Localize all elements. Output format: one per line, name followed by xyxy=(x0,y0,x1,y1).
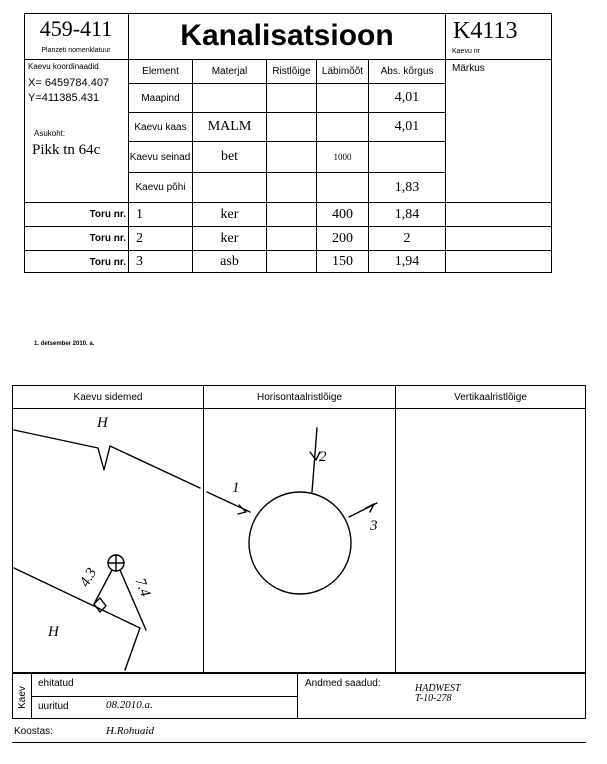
author-label: Koostas: xyxy=(14,726,53,737)
well-number: K4113 xyxy=(453,17,518,44)
mark-pipe-2: 2 xyxy=(319,449,327,465)
address-value: Pikk tn 64c xyxy=(32,142,101,158)
date-note: 1. detsember 2010. a. xyxy=(34,341,95,347)
mark-pipe-1: 1 xyxy=(232,480,240,496)
mark-h-bottom: H xyxy=(48,624,59,640)
well-number-label: Kaevu nr xyxy=(452,48,481,55)
mark-h-top: H xyxy=(97,415,108,431)
surveyed-label: uuritud xyxy=(38,701,69,712)
source-label: Andmed saadud: xyxy=(305,678,381,689)
page-title: Kanalisatsioon xyxy=(180,19,394,52)
nomenclature-label: Planzeti nomenklatuur xyxy=(41,46,111,54)
notes-label: Märkus xyxy=(452,63,485,74)
col-header-element: Element xyxy=(142,65,179,77)
mark-distance-left: 4.3 xyxy=(76,565,101,590)
y-coordinate: Y=411385.431 xyxy=(28,92,100,104)
author-value: H.Rohuaid xyxy=(106,725,154,737)
manhole-circle-icon xyxy=(249,492,351,594)
building-outline-bottom xyxy=(14,568,140,670)
sketch-col-vertical: Vertikaalristlõige xyxy=(454,391,527,403)
sketch-col-links: Kaevu sidemed xyxy=(73,391,143,403)
nomenclature-value: 459-411 xyxy=(39,16,113,41)
coords-label: Kaevu koordinaadid xyxy=(28,62,99,71)
building-outline-top xyxy=(14,430,200,488)
x-coordinate: X= 6459784.407 xyxy=(28,77,110,89)
source-value-1: HADWEST xyxy=(415,683,461,694)
footer-side-label: Kaev xyxy=(16,685,28,709)
built-label: ehitatud xyxy=(38,678,74,689)
source-value-2: T-10-278 xyxy=(415,693,452,704)
col-header-diameter: Läbimõõt xyxy=(321,65,364,77)
mark-pipe-3: 3 xyxy=(370,518,378,534)
col-header-section: Ristlõige xyxy=(272,65,311,77)
col-header-height: Abs. kõrgus xyxy=(380,65,434,77)
sketch-col-horizontal: Horisontaalristlõige xyxy=(256,391,343,403)
surveyed-value: 08.2010.a. xyxy=(106,699,153,711)
address-label: Asukoht: xyxy=(34,129,66,138)
col-header-material: Materjal xyxy=(211,65,248,77)
mark-distance-right: 7.4 xyxy=(131,575,153,600)
